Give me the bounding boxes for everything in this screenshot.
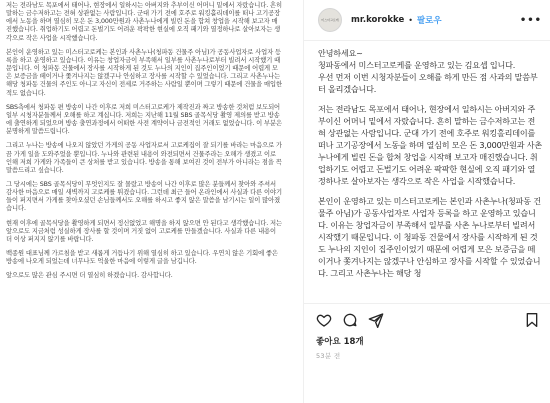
article-paragraph: 백종원 대표님께 가르침을 받고 새롭게 거듭나기 위해 열심히 하고 있습니다. 우연치 않은 기회에 좋은 방송에 나오게 되었는데 너무나도 억울한 마음에 이렇게 글을 남깁니다. — [6, 250, 278, 266]
caption-greeting: 안녕하세요~ — [318, 48, 363, 58]
article-paragraph: 그리고 누나는 방송에 나오지 않았던 가게의 공동 사업자로서 고로케집이 잘 되기를 바라는 마음으로 가끔 가게 일을 도와주었을 뿐입니다. 누나와 관련된 내용이 와전되면서 건물주라는 오해가 생겼고 이로 인해 저희 가게와 가족들이 큰 상처를 받고 있습니다. 방송을 통해 보여진 것이 전부가 아니라는 점을 꼭 말씀드리고 싶습니다. — [6, 142, 282, 174]
article-paragraph: 현재 이후에 골목식당을 촬영하게 되면서 정신없었고 해명을 하지 않으면 안 된다고 생각했습니다. 저는 앞으로도 지금처럼 성실하게 장사를 할 것이며 거짓 없이 고로케를 만들겠습니다. 사실과 다른 내용이 더 이상 퍼지지 않기를 바랍니다. — [6, 219, 282, 243]
article-paragraph: 그 당시에는 SBS 골목식당이 무엇인지도 잘 몰랐고 방송이 나간 이후로 많은 분들께서 찾아와 주셔서 감사한 마음으로 매일 새벽까지 고로케를 튀겼습니다. 그런데 최근 들어 온라인에서 사실과 다른 이야기들이 퍼지면서 가게를 찾아오셨던 손님들께서도 오해를 하시고 좋지 않은 말씀을 남기시는 일이 많아졌습니다. — [6, 180, 282, 213]
separator-dot: • — [408, 15, 413, 25]
action-icon-row — [316, 310, 540, 330]
username[interactable]: mr.korokke — [351, 15, 405, 25]
post-actions-section — [304, 303, 550, 403]
avatar-logo-text: 미스터고로케 — [321, 18, 339, 22]
heart-icon[interactable] — [316, 312, 332, 328]
share-icon[interactable] — [368, 312, 384, 328]
caption-paragraph: 본인이 운영하고 있는 미스터고로케는 본인과 사촌누나(청파동 건물주 아님)가 공동사업자로 사업자 등록을 하고 운영하고 있습니다. 이유는 창업자금이 부족해서 일부를 사촌 누나로부터 빌려서 시작했기 때문입니다. 이 청파동 건물에서 장사를 시작하게 된 것도 누나의 지인이 집주인이었기 때문에 어렵게 모은 보증금을 떼이거나 쫓겨나지는 않겠구나 안심하고 장사를 시작할 수 있었습니다. 그리고 사촌누나는 해당 청 — [318, 196, 541, 278]
post-caption — [304, 41, 550, 303]
instagram-post-panel — [303, 0, 550, 403]
avatar[interactable] — [318, 8, 342, 32]
bookmark-icon[interactable] — [524, 312, 540, 328]
likes-count[interactable]: 좋아요 18개 — [316, 337, 364, 347]
post-timestamp[interactable]: 53분 전 — [316, 352, 341, 360]
caption-paragraph: 저는 전라남도 목포에서 태어나, 현장에서 일하시는 아버지와 주부이신 어머니 밑에서 자랐습니다. 흔히 말하는 금수저하고는 전혀 상관없는 사람입니다. 군대 가기 전에 호주로 워킹홀리데이를 떠나 고기공장에서 노동을 하며 열심히 모은 돈 3,000만원과 사촌 누나에게 빌린 돈을 합쳐 창업을 시작해 보고자 매진했습니다. 취업하기도 어렵고 돈벌기도 어려운 팍팍한 현실에 오직 패기와 열정하나로 살아보자는 생각으로 작은 사업을 시작했습니다. — [318, 104, 543, 186]
post-header — [304, 0, 550, 41]
article-paragraph: 본인이 운영하고 있는 미스터고로케는 본인과 사촌누나(청파동 건물주 아님)가 공동사업자로 사업자 등록을 하고 운영하고 있습니다. 이유는 창업자금이 부족해서 일부를 사촌누나로부터 빌려서 시작했기 때문입니다. 이 청파동 건물에서 장사를 시작하게 된 것도 누나의 지인이 집주인이었기 때문에 어렵게 모은 보증금을 떼이거나 쫓겨나지는 않겠구나 안심하고 장사를 시작할 수 있었습니다. 그리고 사촌누나는 해당 청파동 건물의 주인도 아니고 자신이 전세로 거주하는 사람일 뿐이며 그렇기 때문에 건물을 매입한 적도 없습니다. — [6, 48, 282, 97]
article-paragraph: SBS측에서 청파동 편 방송이 나간 이후로 저희 미스터고로케가 제작진과 짜고 방송한 것처럼 보도되어 일부 시청자분들께서 오해를 하고 계십니다. 저희는 지난해 11월 SBS 골목식당 촬영 제의를 받고 방송에 출연하게 되었으며 방송 출연과정에서 어떠한 사전 계약이나 금전적인 거래도 없었습니다. 이 부분은 분명하게 말씀드립니다. — [6, 103, 282, 136]
more-options-button[interactable]: ••• — [519, 14, 542, 26]
follow-button[interactable]: 팔로우 — [416, 16, 442, 26]
article-paragraph: 앞으로도 많은 관심 주시면 더 열심히 하겠습니다. 감사합니다. — [6, 272, 173, 280]
caption-paragraph: 청파동에서 미스터고로케를 운영하고 있는 김요셉 입니다. 우선 먼저 이번 시청자분들이 오해를 하게 만든 점 사과의 말씀부터 올리겠습니다. — [318, 60, 538, 94]
article-paragraph: 저는 전라남도 목포에서 태어나, 현장에서 일하시는 아버지와 추부이신 어머니 밑에서 자랐습니다. 흔히 말하는 금수저하고는 전혀 상관없는 사람입니다. 군대 가기 전에 호주로 워킹홀리데이를 떠나 고기공장에서 노동을 하며 열심히 모은 돈 3,000만원과 사촌누나에게 빌린 돈을 합쳐 창업을 시작해 보고자 매진했습니다. 취업하기도 어렵고 돈벌기도 어려운 팍팍한 현실에 오직 패기와 열정하나로 살아보자는 생각으로 작은 사업을 시작했습니다. — [6, 2, 282, 42]
comment-icon[interactable] — [342, 312, 358, 328]
